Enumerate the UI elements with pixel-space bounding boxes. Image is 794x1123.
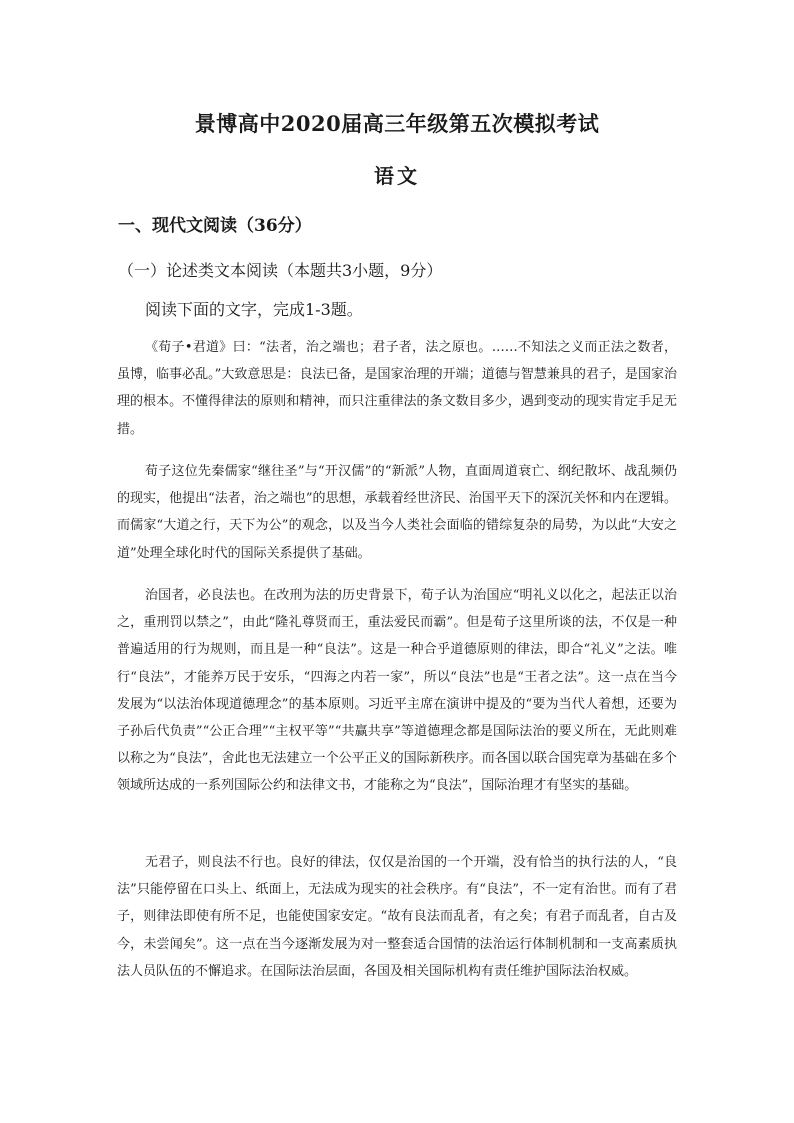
passage-paragraph-2: 荀子这位先秦儒家“继往圣”与“开汉儒”的“新派”人物，直面周道衰亡、纲纪散坏、战乱频仍的现实，他提出“法者，治之端也”的思想，承载着经世济民、治国平天下的深沉关怀和内在逻辑。而儒家“大道之行，天下为公”的观念，以及当今人类社会面临的错综复杂的局势，为以此“大安之道”处理全球化时代的国际关系提供了基础。 <box>117 464 677 561</box>
subject-title: 语文 <box>374 164 420 188</box>
section-heading: 一、现代文阅读（36分） <box>118 216 312 236</box>
passage-paragraph-1: 《荀子•君道》曰：“法者，治之端也；君子者，法之原也。……不知法之义而正法之数者，虽博，临事必乱。”大致意思是：良法已备，是国家治理的开端；道德与智慧兼具的君子，是国家治理的根本。不懂得律法的原则和精神，而只注重律法的条文数目多少，遇到变动的现实肯定手足无措。 <box>117 340 677 437</box>
reading-instruction: 阅读下面的文字，完成1-3题。 <box>145 300 363 319</box>
passage-paragraph-4: 无君子，则良法不行也。良好的律法，仅仅是治国的一个开端，没有恰当的执行法的人，“良法”只能停留在口头上、纸面上，无法成为现实的社会秩序。有“良法”，不一定有治世。而有了君子，则律法即使有所不足，也能使国家安定。“故有良法而乱者，有之矣；有君子而乱者，自古及今，未尝闻矣”。这一点在当今逐渐发展为对一整套适合国情的法治运行体制机制和一支高素质执法人员队伍的不懈追求。在国际法治层面，各国及相关国际机构有责任维护国际法治权威。 <box>117 855 677 979</box>
sub-section-heading: （一）论述类文本阅读（本题共3小题，9分） <box>118 261 443 280</box>
passage-paragraph-3: 治国者，必良法也。在改刑为法的历史背景下，荀子认为治国应“明礼义以化之，起法正以治之，重刑罚以禁之”，由此“隆礼尊贤而王，重法爱民而霸”。但是荀子这里所谈的法，不仅是一种普遍适用的行为规则，而且是一种“良法”。这是一种合乎道德原则的律法，即合“礼义”之法。唯行“良法”，才能养万民于安乐，“四海之内若一家”，所以“良法”也是“王者之法”。这一点在当今发展为“以法治体现道德理念”的基本原则。习近平主席在演讲中提及的“要为当代人着想，还要为子孙后代负责”“公正合理”“主权平等”“共赢共享”等道德理念都是国际法治的要义所在，无此则难以称之为“良法”，舍此也无法建立一个公平正义的国际新秩序。而各国以联合国宪章为基础在多个领域所达成的一系列国际公约和法律文书，才能称之为“良法”，国际治理才有坚实的基础。 <box>117 588 677 794</box>
exam-title: 景博高中2020届高三年级第五次模拟考试 <box>194 111 600 136</box>
